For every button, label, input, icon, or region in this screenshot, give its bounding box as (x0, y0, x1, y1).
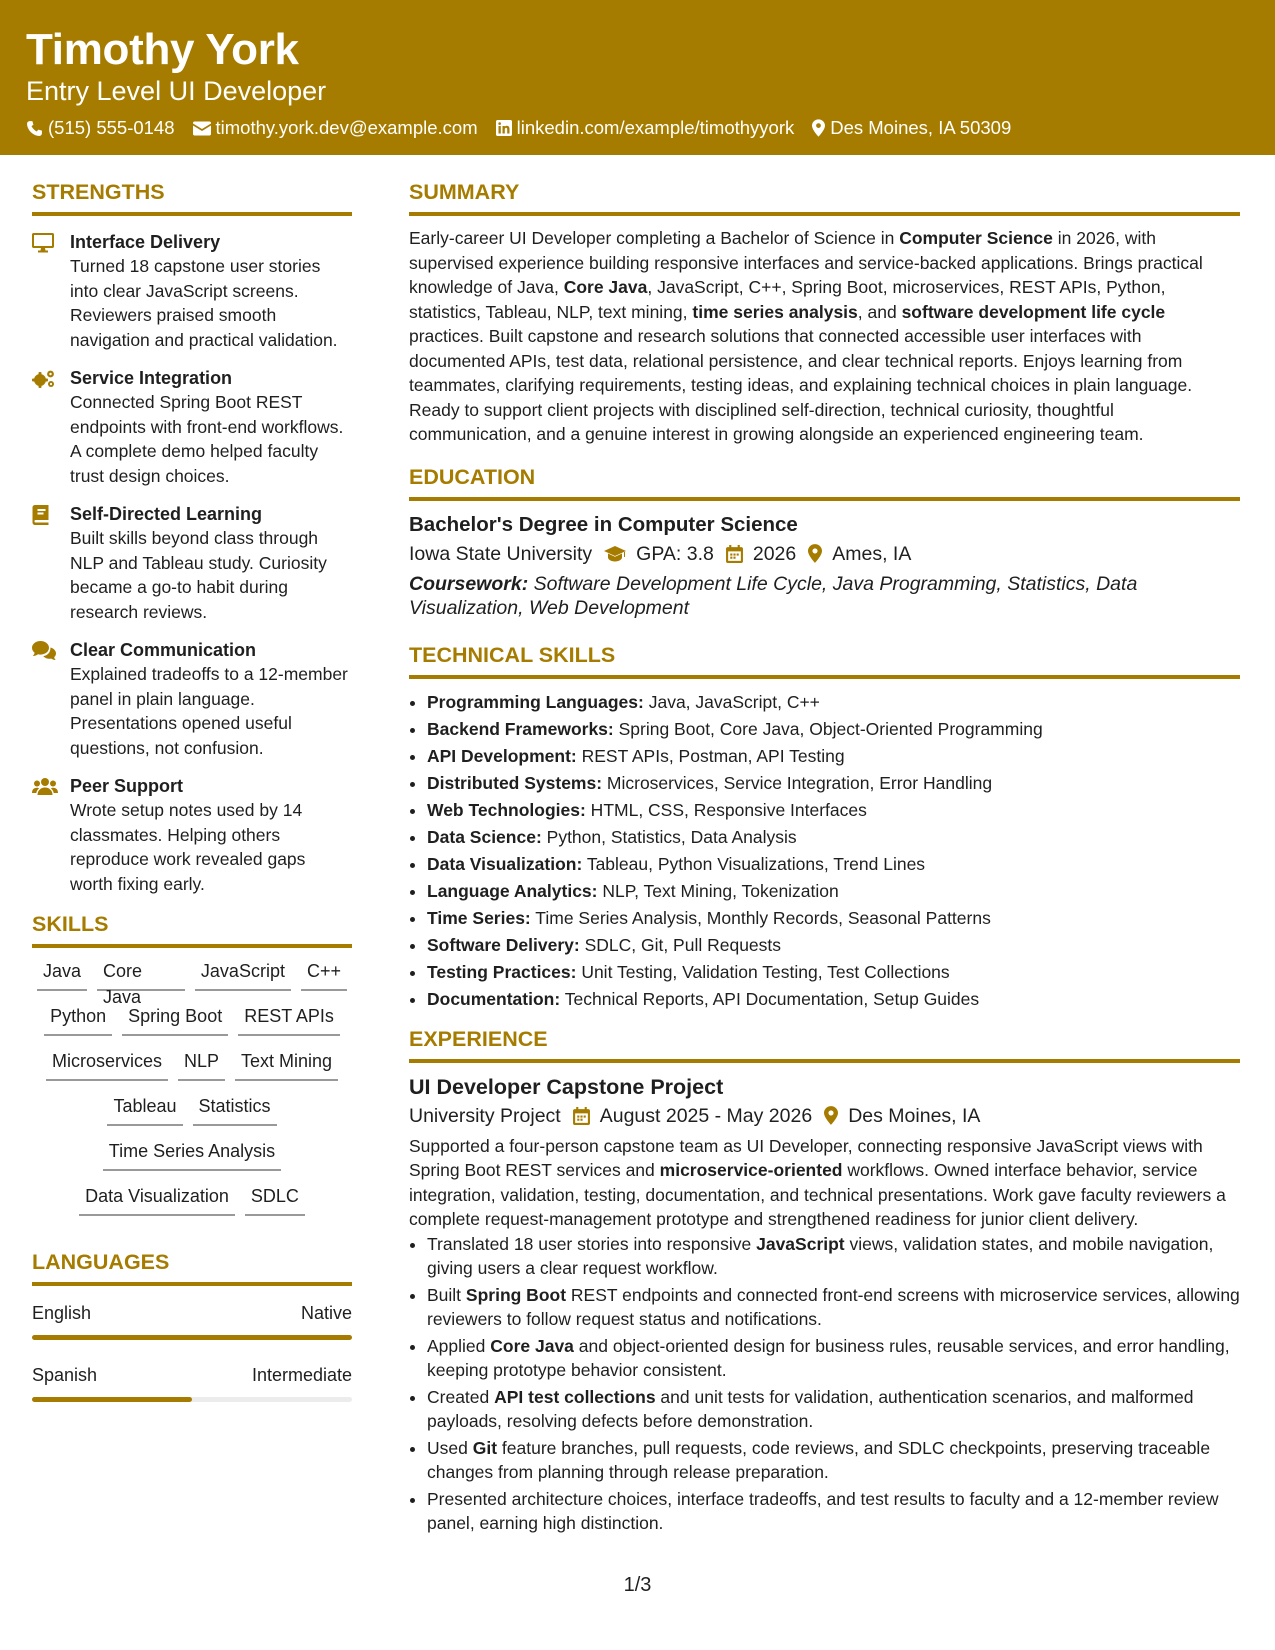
degree-title: Bachelor's Degree in Computer Science (409, 512, 798, 536)
technical-skill-label: Time Series: (427, 907, 531, 928)
technical-skills-list (409, 689, 1240, 1013)
skill-chip: Java (37, 958, 87, 991)
technical-skill-value: Time Series Analysis, Monthly Records, Seasonal Patterns (530, 907, 991, 928)
technical-skill-label: Web Technologies: (427, 799, 586, 820)
text-run: in 2026, with supervised experience building responsive interfaces and service-backed applications. Brings practical knowledge of Java, (409, 228, 1203, 297)
bold-text: microservice-oriented (659, 1160, 843, 1180)
technical-skill-value: Spring Boot, Core Java, Object-Oriented Programming (613, 718, 1043, 739)
strength-description: Turned 18 capstone user stories into clear JavaScript screens. Reviewers praised smooth navigation and practical validation. (70, 256, 338, 350)
strength-item (32, 230, 352, 352)
linkedin-text[interactable]: linkedin.com/example/timothyyork (516, 117, 795, 138)
skill-chip: Core Java (97, 958, 185, 991)
text-run: and unit tests for validation, authentication scenarios, and malformed payloads, resolving defects before demonstration. (427, 1386, 1194, 1431)
technical-skill-value: NLP, Text Mining, Tokenization (597, 880, 839, 901)
technical-skill-label: Backend Frameworks: (427, 718, 614, 739)
text-run: Early-career UI Developer completing a Bachelor of Science in (409, 228, 900, 248)
strength-item (32, 502, 352, 624)
text-run: Applied (427, 1335, 491, 1356)
strength-description: Built skills beyond class through NLP and Tableau study. Curiosity became a go-to habit during research reviews. (70, 528, 327, 622)
skills-chip-row (39, 1003, 345, 1048)
technical-skill-value: Microservices, Service Integration, Error Handling (602, 772, 993, 793)
candidate-name: Timothy York (26, 25, 299, 74)
language-item (32, 1300, 352, 1340)
strength-title: Clear Communication (70, 640, 257, 660)
graduation-year: 2026 (752, 542, 797, 565)
bold-text: time series analysis (692, 301, 858, 322)
bold-text: API test collections (494, 1386, 656, 1407)
text-run: Built (427, 1284, 466, 1305)
strength-title: Peer Support (70, 776, 184, 796)
coursework (409, 572, 1240, 621)
strength-title: Service Integration (70, 368, 233, 388)
experience-location: Des Moines, IA (848, 1104, 981, 1127)
coursework-label: Coursework: (409, 572, 529, 595)
skill-chip: Spring Boot (122, 1003, 228, 1036)
text-run: Presented architecture choices, interface tradeoffs, and test results to faculty and a 12-member review panel, earning high distinction. (427, 1488, 1219, 1533)
section-divider (409, 675, 1240, 679)
text-run: Used (427, 1437, 473, 1458)
skill-chip: SDLC (245, 1183, 305, 1216)
technical-skill-label: Software Delivery: (427, 934, 580, 955)
text-run: Supported a four-person capstone team as UI Developer, connecting responsive JavaScript views with Spring Boot REST services and (409, 1135, 1203, 1180)
candidate-title: Entry Level UI Developer (26, 76, 327, 106)
strength-title: Self-Directed Learning (70, 504, 263, 524)
strength-description: Explained tradeoffs to a 12-member panel in plain language. Presentations opened useful questions, not confusion. (70, 664, 348, 758)
section-divider (32, 1282, 352, 1286)
contact-linkedin[interactable] (496, 115, 795, 141)
strength-body (70, 502, 352, 624)
strength-icon-wrap (32, 230, 70, 352)
phone-icon (26, 120, 43, 137)
text-run: and object-oriented design for business rules, reusable services, and error handling, keeping prototype behavior consistent. (427, 1335, 1230, 1380)
languages-list (32, 1300, 352, 1402)
technical-skill-item (427, 986, 1240, 1013)
strength-item (32, 366, 352, 488)
monitor-icon (32, 233, 54, 253)
linkedin-icon (496, 120, 512, 136)
skills-chip-row (32, 958, 352, 1007)
text-run: Translated 18 user stories into responsive (427, 1233, 757, 1254)
section-divider (409, 1059, 1240, 1063)
text-run: views, validation states, and mobile navigation, giving users a clear request workflow. (427, 1233, 1214, 1278)
email-text[interactable]: timothy.york.dev@example.com (215, 117, 478, 138)
language-name: English (32, 1303, 92, 1323)
technical-skill-value: SDLC, Git, Pull Requests (579, 934, 782, 955)
contact-phone (26, 115, 175, 141)
contact-location (812, 115, 1011, 141)
skill-chip: Data Visualization (79, 1183, 235, 1216)
technical-skill-label: Programming Languages: (427, 691, 644, 712)
skill-chip: Text Mining (235, 1048, 338, 1081)
text-run: Created (427, 1386, 495, 1407)
technical-skill-value: Tableau, Python Visualizations, Trend Lines (582, 853, 926, 874)
language-level: Native (300, 1303, 352, 1323)
strength-icon-wrap (32, 502, 70, 624)
strength-icon-wrap (32, 774, 70, 896)
experience-bullet (427, 1436, 1240, 1485)
technical-skill-label: Documentation: (427, 988, 561, 1009)
technical-skill-item (427, 689, 1240, 716)
resume-header (0, 0, 1275, 155)
left-column (32, 178, 352, 1402)
technical-skill-value: Python, Statistics, Data Analysis (541, 826, 797, 847)
experience-bullet (427, 1334, 1240, 1383)
skills-chip-row (102, 1093, 281, 1138)
technical-skill-label: Language Analytics: (427, 880, 598, 901)
strength-icon-wrap (32, 366, 70, 488)
text-run: feature branches, pull requests, code reviews, and SDLC checkpoints, preserving traceable changes from planning through release preparation. (427, 1437, 1211, 1482)
language-level: Intermediate (251, 1365, 352, 1385)
book-icon (32, 505, 49, 525)
experience-bullet (427, 1385, 1240, 1434)
text-run: , and (857, 301, 902, 322)
experience-bullets (409, 1232, 1240, 1536)
education-heading: EDUCATION (409, 464, 536, 489)
language-name: Spanish (32, 1365, 98, 1385)
right-column (409, 178, 1240, 1538)
bold-text: Spring Boot (465, 1284, 567, 1305)
technical-skill-item (427, 878, 1240, 905)
education-meta (409, 539, 1240, 569)
strengths-heading: STRENGTHS (32, 180, 165, 204)
language-row (32, 1362, 352, 1388)
skill-chip: Microservices (46, 1048, 168, 1081)
technical-skill-label: API Development: (427, 745, 577, 766)
strength-description: Connected Spring Boot REST endpoints with front-end workflows. A complete demo helped faculty trust design choices. (70, 392, 344, 486)
skill-chip: NLP (178, 1048, 225, 1081)
experience-heading: EXPERIENCE (409, 1026, 548, 1051)
bold-text: Core Java (563, 277, 648, 297)
gears-icon (32, 369, 56, 389)
technical-skill-item (427, 851, 1240, 878)
technical-skill-value: HTML, CSS, Responsive Interfaces (585, 799, 867, 820)
section-divider (32, 212, 352, 216)
language-item (32, 1362, 352, 1402)
technical-skill-label: Data Visualization: (427, 853, 583, 874)
skill-chip: Python (44, 1003, 112, 1036)
experience-bullet (427, 1283, 1240, 1332)
education-section (409, 463, 1240, 621)
technical-skill-item (427, 905, 1240, 932)
strength-description: Wrote setup notes used by 14 classmates. Helping others reproduce work revealed gaps worth fixing early. (70, 800, 306, 894)
users-icon (32, 777, 58, 795)
strength-icon-wrap (32, 638, 70, 760)
summary-text (409, 226, 1240, 447)
text-run: REST endpoints and connected front-end screens with microservice services, allowing reviewers to follow request status and notifications. (427, 1284, 1240, 1329)
language-proficiency-bar (32, 1397, 352, 1402)
strength-body (70, 230, 352, 352)
experience-role: UI Developer Capstone Project (409, 1074, 724, 1099)
language-proficiency-bar (32, 1335, 352, 1340)
technical-skill-label: Data Science: (427, 826, 542, 847)
skill-chip: Tableau (107, 1093, 182, 1126)
calendar-icon (573, 1107, 590, 1125)
bold-text: Git (472, 1437, 498, 1458)
languages-section (32, 1248, 352, 1402)
strength-title: Interface Delivery (70, 232, 221, 252)
skills-section (32, 910, 352, 1228)
experience-description (409, 1134, 1240, 1232)
strength-item (32, 638, 352, 760)
technical-skill-item (427, 797, 1240, 824)
language-proficiency-fill (32, 1397, 192, 1402)
school-location: Ames, IA (832, 542, 912, 565)
school-name: Iowa State University (409, 542, 593, 565)
calendar-icon (726, 545, 743, 563)
section-divider (409, 497, 1240, 501)
experience-org: University Project (409, 1104, 561, 1127)
skill-chip: C++ (301, 958, 347, 991)
text-run: practices. Built capstone and research solutions that connected accessible user interfaces with documented APIs, test data, relational persistence, and clear technical reports. Enjoys learning from teammates, clarifying requirements, testing ideas, and explaining technical choices in plain language. Ready to support client projects with disciplined self-direction, technical curiosity, thoughtful communication, and a genuine interest in growing alongside an experienced engineering team. (409, 326, 1193, 444)
language-proficiency-fill (32, 1335, 352, 1340)
strength-body (70, 774, 352, 896)
strength-body (70, 638, 352, 760)
technical-skill-label: Distributed Systems: (427, 772, 603, 793)
map-pin-icon (824, 1106, 838, 1125)
summary-heading: SUMMARY (409, 180, 520, 204)
technical-skill-item (427, 824, 1240, 851)
map-pin-icon (808, 544, 822, 563)
technical-skill-value: Technical Reports, API Documentation, Setup Guides (560, 988, 980, 1009)
skills-chip-row (74, 1183, 310, 1228)
skills-chip-list (32, 958, 352, 1228)
language-row (32, 1300, 352, 1326)
bold-text: Core Java (490, 1335, 574, 1356)
experience-dates: August 2025 - May 2026 (599, 1104, 813, 1127)
skills-heading: SKILLS (32, 912, 109, 936)
contact-bar (26, 115, 1029, 141)
skills-chip-row (98, 1138, 286, 1183)
map-pin-icon (812, 119, 825, 137)
bold-text: Computer Science (899, 228, 1053, 248)
technical-skill-item (427, 716, 1240, 743)
phone-text: (515) 555-0148 (48, 117, 175, 138)
experience-bullet (427, 1487, 1240, 1536)
graduation-cap-icon (604, 546, 626, 562)
page-number: 1/3 (623, 1574, 652, 1596)
coursework-text: Software Development Life Cycle, Java Programming, Statistics, Data Visualization, Web Development (409, 572, 1138, 619)
experience-bullet (427, 1232, 1240, 1281)
technical-skills-section (409, 641, 1240, 1013)
technical-skill-item (427, 770, 1240, 797)
experience-meta (409, 1101, 1240, 1131)
experience-section (409, 1025, 1240, 1536)
bold-text: software development life cycle (901, 301, 1166, 322)
technical-skill-item (427, 743, 1240, 770)
text-run: workflows. Owned interface behavior, service integration, validation, testing, documentation, and technical presentations. Work gave faculty reviewers a complete request-management prototype and strengthened readiness for junior client delivery. (409, 1160, 1226, 1229)
location-text: Des Moines, IA 50309 (830, 117, 1012, 138)
section-divider (32, 944, 352, 948)
technical-skill-value: Java, JavaScript, C++ (643, 691, 820, 712)
technical-skills-heading: TECHNICAL SKILLS (409, 642, 616, 667)
strength-body (70, 366, 352, 488)
skill-chip: Time Series Analysis (103, 1138, 281, 1171)
skill-chip: JavaScript (195, 958, 291, 991)
skills-chip-row (41, 1048, 343, 1093)
technical-skill-item (427, 959, 1240, 986)
strengths-list (32, 230, 352, 896)
bold-text: JavaScript (756, 1233, 845, 1254)
summary-section (409, 178, 1240, 447)
strength-item (32, 774, 352, 896)
envelope-icon (193, 121, 211, 136)
technical-skill-item (427, 932, 1240, 959)
gpa-text: GPA: 3.8 (636, 542, 714, 565)
strengths-section (32, 178, 352, 896)
skill-chip: Statistics (193, 1093, 277, 1126)
comments-icon (32, 641, 56, 660)
contact-email[interactable] (193, 115, 478, 141)
text-run: , JavaScript, C++, Spring Boot, microservices, REST APIs, Python, statistics, Tableau, NLP, text mining, (409, 277, 1166, 322)
technical-skill-value: Unit Testing, Validation Testing, Test Collections (576, 961, 950, 982)
section-divider (409, 212, 1240, 216)
skill-chip: REST APIs (238, 1003, 340, 1036)
technical-skill-value: REST APIs, Postman, API Testing (576, 745, 845, 766)
technical-skill-label: Testing Practices: (427, 961, 577, 982)
languages-heading: LANGUAGES (32, 1250, 170, 1274)
